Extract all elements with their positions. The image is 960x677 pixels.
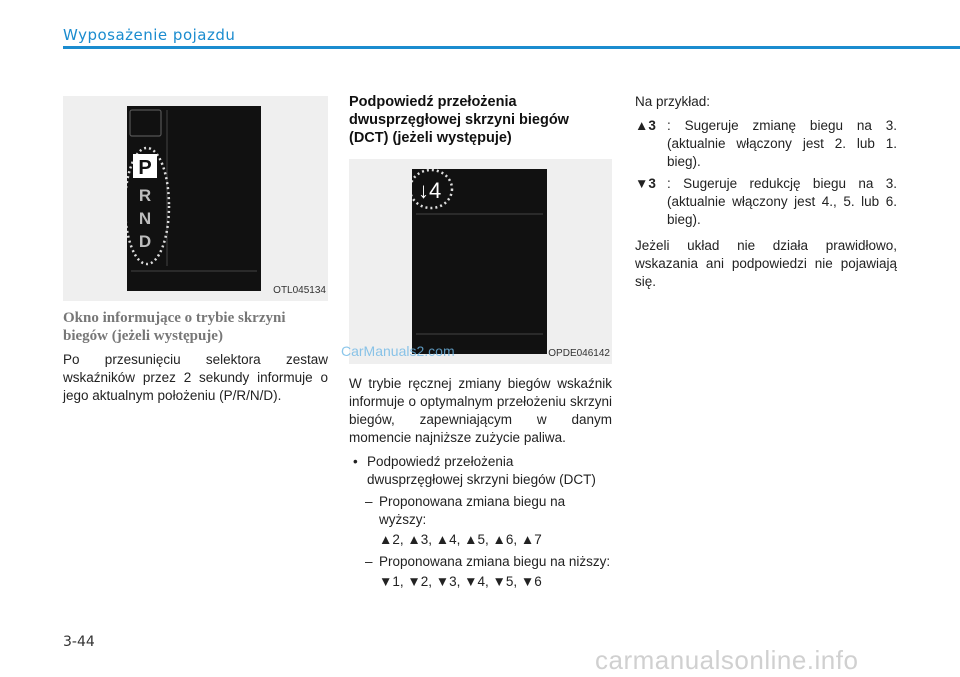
dash-marker: – (365, 554, 373, 569)
example-downshift-text: : Sugeruje redukcję biegu na 3. (aktualnie włączony jest 4., 5. lub 6. bieg). (667, 176, 897, 227)
example-upshift-text: : Sugeruje zmianę biegu na 3. (aktualnie włączony jest 2. lub 1. bieg). (667, 118, 897, 169)
shift-indicator-graphic (412, 169, 547, 354)
gear-display-screen (127, 106, 261, 291)
arrow-down-3-icon: ▼3 (635, 176, 656, 191)
dash-text: Proponowana zmiana biegu na niższy: (379, 554, 611, 569)
dash-marker: – (365, 494, 373, 509)
figure-shift-indicator (349, 159, 612, 364)
dash-item-upshift (349, 493, 612, 529)
gear-letter-n: N (138, 209, 152, 228)
footer-watermark: carmanualsonline.info (595, 645, 859, 675)
shift-indicator-text: ↓4 (418, 178, 442, 203)
body-text: W trybie ręcznej zmiany biegów wskaźnik informuje o optymalnym przełożeniu skrzyni biegów, zapewniającym w danym momencie najniższe zużycie paliwa. (349, 376, 612, 445)
column-1 (63, 96, 328, 405)
gear-display-graphic (127, 106, 261, 291)
bullet-item: • Podpowiedź przełożenia dwusprzęgłowej skrzyni biegów (DCT) (349, 453, 612, 489)
page-number: 3-44 (63, 634, 95, 650)
gear-letter-p: P (138, 157, 152, 179)
arrow-up-3-icon: ▲3 (635, 118, 656, 133)
watermark: CarManuals2.com (341, 343, 455, 359)
shift-indicator-screen (412, 169, 547, 354)
gear-letter-r: R (138, 186, 152, 205)
dash-text: Proponowana zmiana biegu na wyższy: (379, 494, 566, 527)
figure-gear-display (63, 96, 328, 301)
example-upshift (635, 117, 897, 171)
figure-code: OTL045134 (273, 285, 326, 296)
note-text: Jeżeli układ nie działa prawidłowo, wskazania ani podpowiedzi nie pojawiają się. (635, 238, 897, 289)
dash-item-downshift (349, 553, 612, 571)
column-3 (635, 93, 897, 291)
figure-caption: Okno informujące o trybie skrzyni biegów (jeżeli występuje) (63, 310, 286, 344)
figure-code: OPDE046142 (548, 348, 610, 359)
body-text: Po przesunięciu selektora zestaw wskaźników przez 2 sekundy informuje o jego aktualnym położeniu (P/R/N/D). (63, 352, 328, 403)
upshift-gears: ▲2, ▲3, ▲4, ▲5, ▲6, ▲7 (379, 532, 542, 547)
subsection-title: Podpowiedź przełożenia dwusprzęgłowej skrzyni biegów (DCT) (jeżeli występuje) (349, 94, 569, 146)
header-rule (63, 46, 960, 49)
column-2 (349, 93, 612, 591)
downshift-gears: ▼1, ▼2, ▼3, ▼4, ▼5, ▼6 (379, 574, 542, 589)
gear-letter-d: D (138, 232, 152, 251)
section-title: Wyposażenie pojazdu (63, 26, 236, 44)
top-indicator-box (130, 110, 161, 136)
example-downshift (635, 175, 897, 229)
example-intro: Na przykład: (635, 94, 711, 109)
